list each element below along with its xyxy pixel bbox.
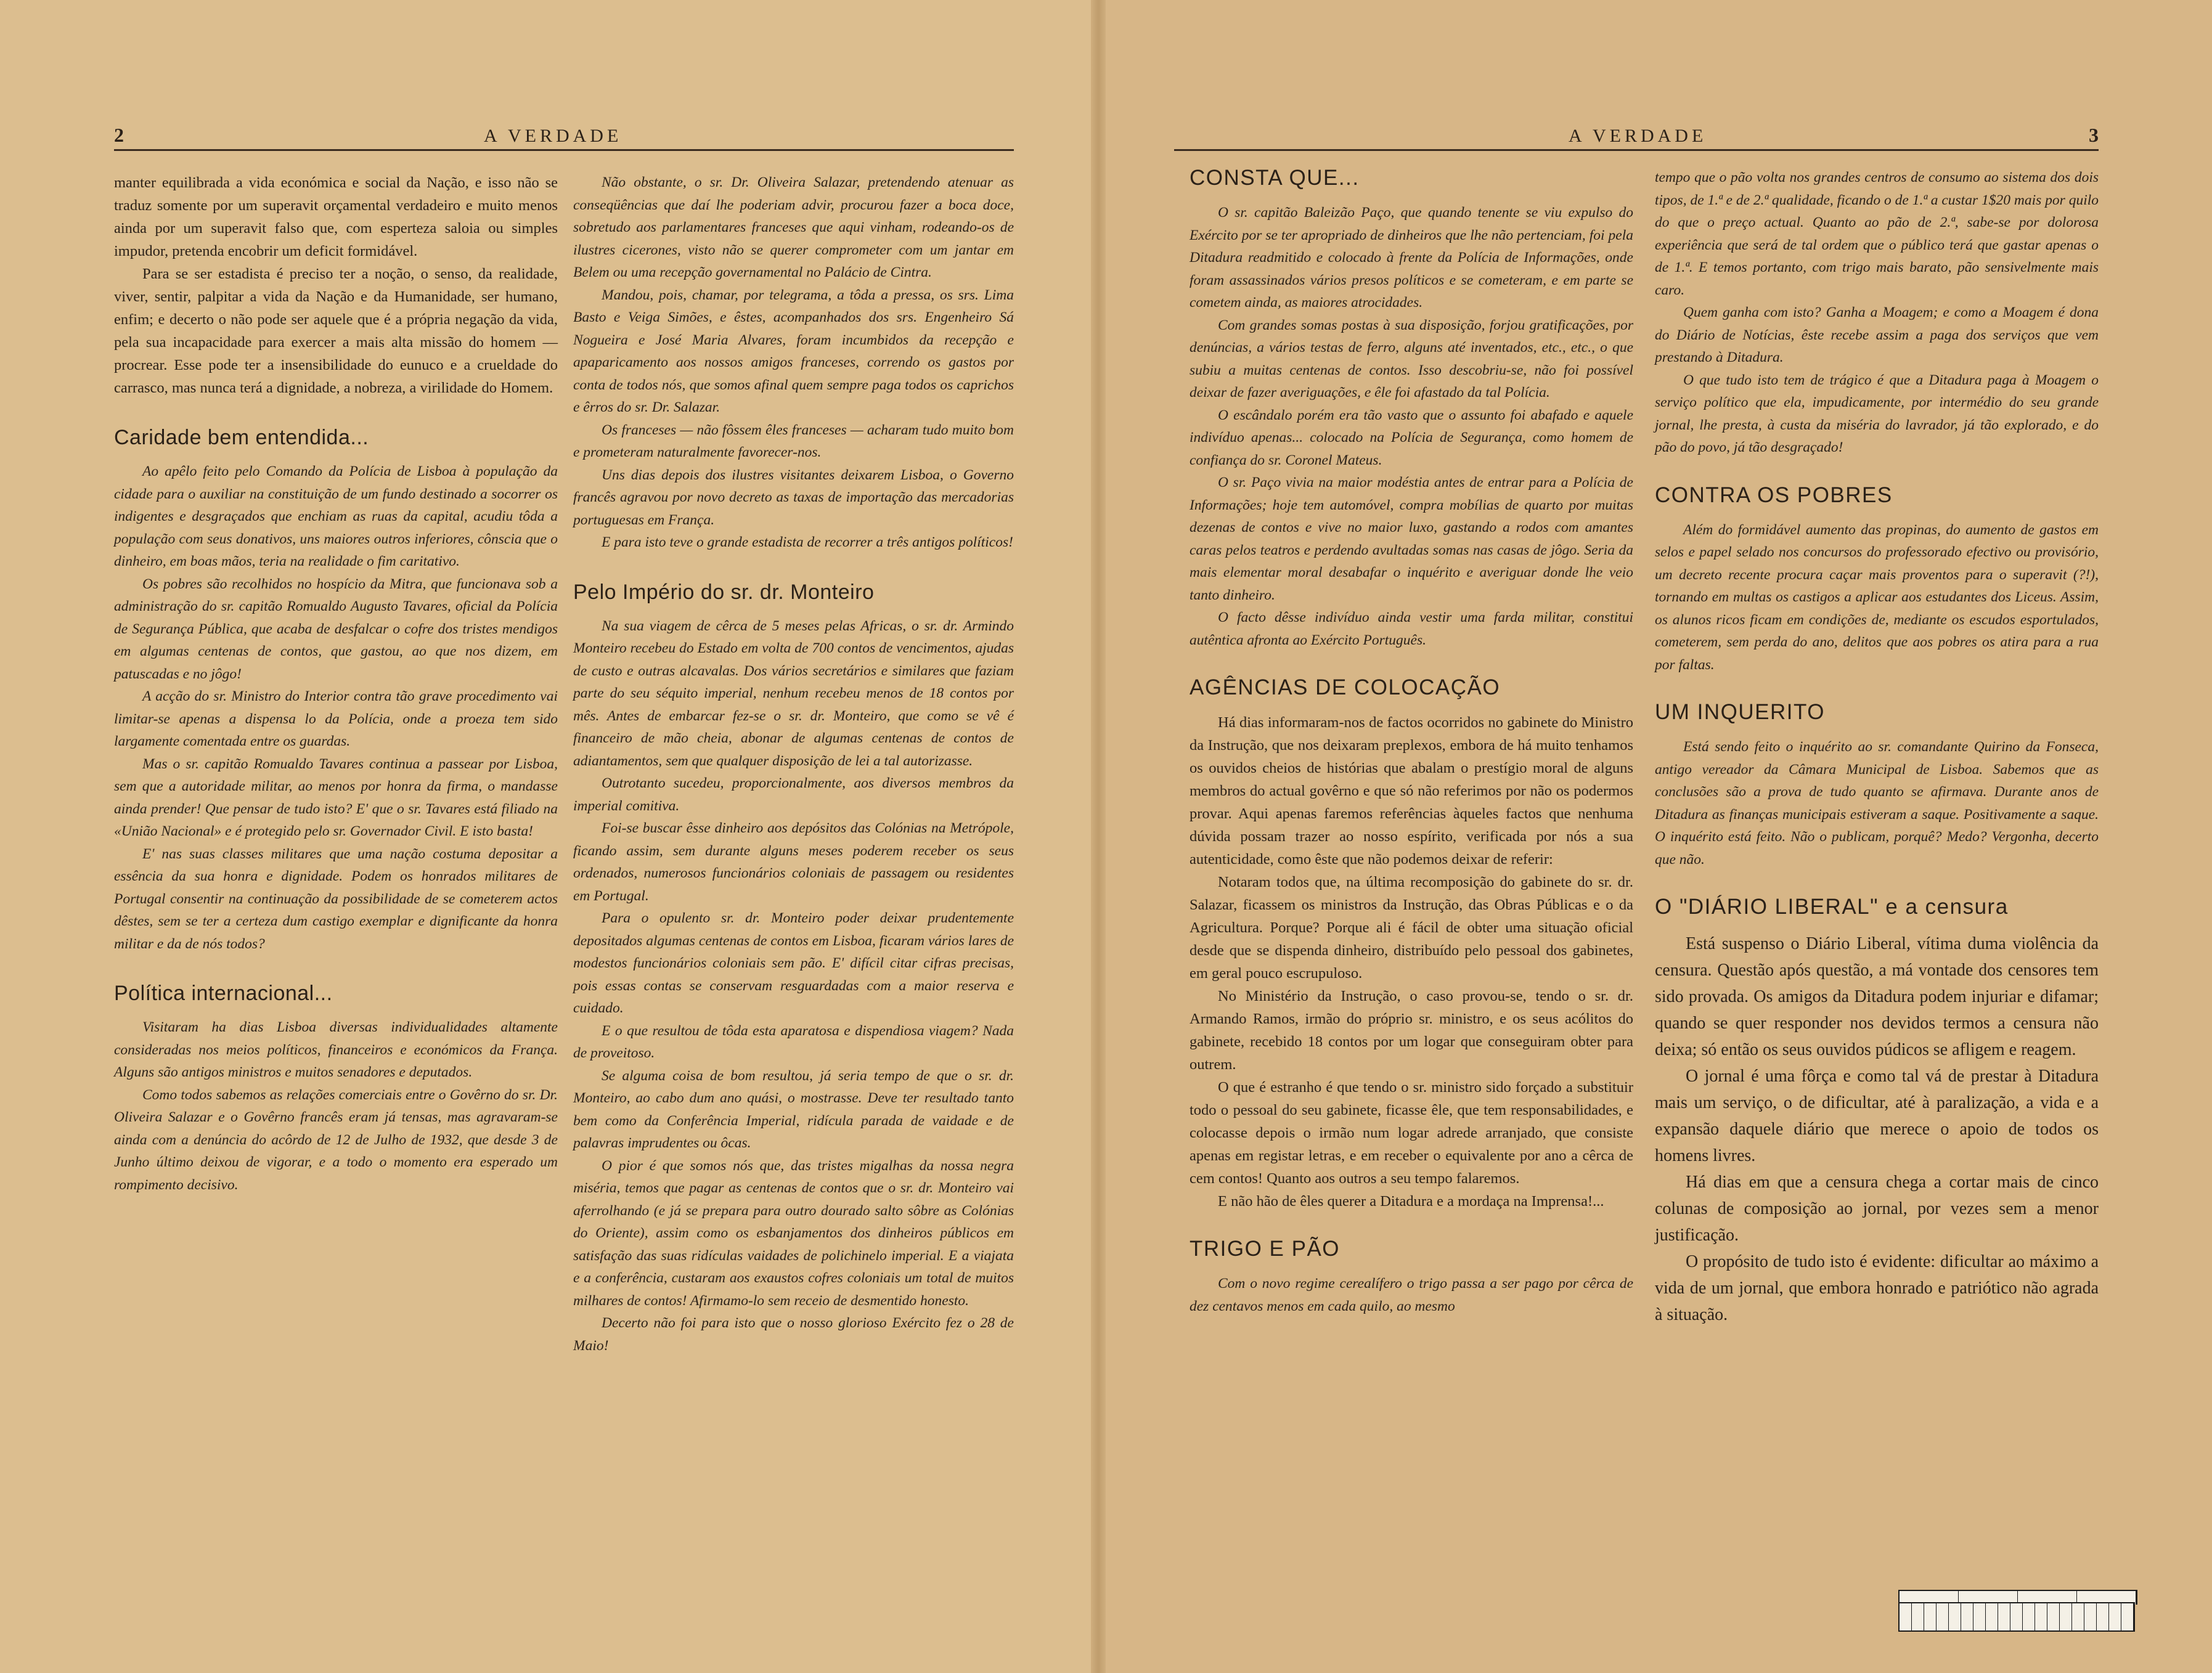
article-paragraph: Decerto não foi para isto que o nosso glorioso Exército fez o 28 de Maio! <box>573 1315 1014 1354</box>
headline-politica: Política internacional... <box>114 982 333 1005</box>
article-paragraph: Mas o sr. capitão Romualdo Tavares continua a passear por Lisboa, sem que a autoridade militar, ao menos por honra da firma, o mandasse ainda prender! Que pensar de tudo isto? E' que o sr. Tavares está filiado na «União Nacional» e é protegido pelo sr. Governador Civil. E isto basta! <box>114 755 558 839</box>
article-paragraph: O jornal é uma fôrça e como tal vá de prestar à Ditadura mais um serviço, o de dificultar, até à paralização, a vida e a expansão daquele diário que merece o apoio de todos os homens livres. <box>1655 1067 2099 1165</box>
article-paragraph: Como todos sabemos as relações comerciais entre o Govêrno do sr. Dr. Oliveira Salazar e o Govêrno francês eram já tensas, mas agravaram-se ainda com a denúncia do acôrdo de 12 de Julho de 1932, que desde 3 de Junho último deixou de vigorar, e a todo o momento era esperado um rompimento decisivo. <box>114 1086 558 1193</box>
article-paragraph: Está sendo feito o inquérito ao sr. comandante Quirino da Fonseca, antigo vereador da Câmara Municipal de Lisboa. Sabemos que as conclusões são a prova de tudo quanto se afirmava. Durante anos de Ditadura as finanças municipais estiveram a saque. Positivamente a saque. O inquérito está feito. Não o publicam, porquê? Medo? Vergonha, decerto que não. <box>1655 739 2099 868</box>
headline-inquerito: UM INQUERITO <box>1655 700 1825 724</box>
article-paragraph: Notaram todos que, na última recomposição do gabinete do sr. dr. Salazar, ficassem os ministros da Instrução, das Obras Públicas e o da Agricultura. Porque? Porque ali é fácil de obter uma situação oficial desde que se dispenda dinheiro, distribuído pelo pessoal dos gabinetes, em geral pouco escrupuloso. <box>1190 874 1633 982</box>
scale-ruler <box>1898 1602 2135 1632</box>
headline-diario-liberal: O "DIÁRIO LIBERAL" e a censura <box>1655 895 2009 919</box>
article-paragraph: E não hão de êles querer a Ditadura e a mordaça na Imprensa!... <box>1218 1193 1604 1210</box>
article-paragraph: Uns dias depois dos ilustres visitantes deixarem Lisboa, o Governo francês agravou por novo decreto as taxas de importação das mercadorias portuguesas em França. <box>573 466 1014 528</box>
article-paragraph: Há dias informaram-nos de factos ocorridos no gabinete do Ministro da Instrução, que nos deixaram preplexos, embora de há muito tenhamos os ouvidos cheios de histórias que abalam o prestígio moral de alguns membros do actual govêrno e que só não referimos por não os podermos provar. Aqui apenas faremos referências àqueles factos que nenhuma dúvida possam trazer ao nosso espírito, verificada por nós a sua autenticidade, como êste que não podemos deixar de referir: <box>1190 714 1633 868</box>
article-paragraph: tempo que o pão volta nos grandes centros de consumo ao sistema dos dois tipos, de 1.ª e de 2.ª qualidade, ficando o de 1.ª a custar 1$20 mais por quilo do que o preço actual. Quanto ao pão de 2.ª, sabe-se por dolorosa experiência que será de tal ordem que o público terá que gastar apenas o de 1.ª. E temos portanto, com trigo mais barato, pão sensivelmente mais caro. <box>1655 169 2099 298</box>
column-2 <box>573 171 1014 1357</box>
headline-consta: CONSTA QUE... <box>1190 166 1360 190</box>
article-paragraph: E o que resultou de tôda esta aparatosa e dispendiosa viagem? Nada de proveitoso. <box>573 1022 1014 1061</box>
article-paragraph: Não obstante, o sr. Dr. Oliveira Salazar, pretendendo atenuar as conseqüências que daí lhe poderiam advir, procurou fazer a boca doce, sobretudo aos parlamentares franceses que aqui vinham, rodeando-os de ilustres cicerones, visto não se querer comprometer com um jantar em Belem ou uma recepção governamental no Palácio de Cintra. <box>573 174 1014 280</box>
left-page-number: 2 <box>114 124 124 146</box>
article-paragraph: Para se ser estadista é preciso ter a noção, o senso, da realidade, viver, sentir, palpitar a vida da Nação e da Humanidade, ser humano, enfim; e decerto o não pode ser aquele que é a própria negação da vida, pela sua incapacidade para exercer a mais alta missão do homem — procrear. Esse pode ter a insensibilidade do eunuco e a crueldade do carrasco, mas nunca terá a dignidade, a nobreza, a virilidade do Homem. <box>114 266 558 396</box>
article-paragraph: O facto dêsse indivíduo ainda vestir uma farda militar, constitui autêntica afronta ao Exército Português. <box>1190 609 1633 648</box>
right-page-number: 3 <box>2089 124 2099 146</box>
column-1 <box>114 171 558 1196</box>
headline-contra-pobres: CONTRA OS POBRES <box>1655 482 1893 507</box>
page-fold <box>1091 0 1106 1673</box>
article-paragraph: A acção do sr. Ministro do Interior contra tão grave procedimento vai limitar-se apenas a dispensa lo da Polícia, onde a proeza tem sido largamente comentada entre os guardas. <box>114 688 558 749</box>
headline-imperio: Pelo Império do sr. dr. Monteiro <box>573 580 875 604</box>
left-page-header <box>114 122 1014 151</box>
article-paragraph: O escândalo porém era tão vasto que o assunto foi abafado e aquele indivíduo apenas... colocado na Polícia de Segurança, como homem de confiança do sr. Coronel Mateus. <box>1190 407 1633 468</box>
headline-trigo: TRIGO E PÃO <box>1190 1237 1341 1261</box>
article-paragraph: O sr. capitão Baleizão Paço, que quando tenente se viu expulso do Exército por se ter apropriado de dinheiros que lhe não pertenciam, foi pela Ditadura readmitido e colocado à frente da Polícia de Informações, onde foram assassinados vários presos políticos e se cometeram, e em parte se cometem ainda, as maiores atrocidades. <box>1190 205 1633 311</box>
left-header-title: A VERDADE <box>484 126 622 146</box>
article-paragraph: E para isto teve o grande estadista de recorrer a três antigos políticos! <box>602 534 1013 550</box>
right-header-title: A VERDADE <box>1569 126 1707 146</box>
article-paragraph: O pior é que somos nós que, das tristes migalhas da nossa negra miséria, temos que pagar as centenas de contos que o sr. dr. Monteiro vai aferrolhando (e já se prepara para outro dourado salto sôbre as Colónias do Oriente), assim como os esbanjamentos dos dinheiros públicos em satisfação das suas ridículas vaidades de polichinelo imperial. E a viajata e a conferência, custaram aos exaustos cofres coloniais um total de muitos milhares de contos! Afirmamo-lo sem receio de desmentido honesto. <box>573 1157 1014 1309</box>
article-paragraph: Com grandes somas postas à sua disposição, forjou gratificações, por denúncias, a vários testas de ferro, alguns até inventados, etc., etc., o que subiu a muitas centenas de contos. Isso descobriu-se, não foi possível deixar de fazer averiguações, e êle foi afastado da tal Polícia. <box>1190 317 1633 401</box>
article-paragraph: Na sua viagem de cêrca de 5 meses pelas Africas, o sr. dr. Armindo Monteiro recebeu do Estado em volta de 700 contos de vencimentos, ajudas de custo e outras alcavalas. Dos vários secretários e similares que faziam parte do seu séquito imperial, nenhum recebeu menos de 18 contos por mês. Antes de embarcar fez-se o sr. dr. Monteiro, que como se vê é financeiro de mão cheia, abonar de algumas centenas de contos de adiantamentos, sem que qualquer disposição de lei a tal autorizasse. <box>573 617 1014 769</box>
article-paragraph: O que tudo isto tem de trágico é que a Ditadura paga à Moagem o serviço político que ela, impudicamente, por intermédio do seu grande jornal, lhe presta, à custa da miséria do lavrador, já tão explorado, e do pão do povo, já tão desgraçado! <box>1655 372 2099 455</box>
article-paragraph: Mandou, pois, chamar, por telegrama, a tôda a pressa, os srs. Lima Basto e Veiga Simões, e êstes, acompanhados dos srs. Engenheiro Sá Nogueira e José Maria Alvares, foram incumbidos da recepção e apaparicamento aos nossos amigos franceses, correndo os gastos por conta de todos nós, que somos afinal quem sempre paga todos os caprichos e êrros do sr. Dr. Salazar. <box>573 287 1014 415</box>
column-3 <box>1190 166 1633 1317</box>
article-paragraph: O que é estranho é que tendo o sr. ministro sido forçado a substituir todo o pessoal do seu gabinete, ficasse êle, que tem responsabilidades, e colocasse depois o irmão num logar adrede arranjado, que consiste apenas em registar letras, e em receber o equivalente por ano a cêrca de cem contos! Quanto aos outros a seu tempo falaremos. <box>1190 1079 1633 1187</box>
article-paragraph: Há dias em que a censura chega a cortar mais de cinco colunas de composição ao jornal, por vezes sem a menor justificação. <box>1655 1173 2099 1245</box>
article-paragraph: Ao apêlo feito pelo Comando da Polícia de Lisboa à população da cidade para o auxiliar na constituição de um fundo destinado a socorrer os indigentes e desgraçados que enchiam as ruas da capital, acudiu tôda a população com seus donativos, uns maiores outros inferiores, cônscia que o dinheiro, em boas mãos, teria na realidade o fim caritativo. <box>114 463 558 569</box>
article-paragraph: No Ministério da Instrução, o caso provou-se, tendo o sr. dr. Armando Ramos, irmão do próprio sr. ministro, e os seus acólitos do gabinete, recebido 18 contos por um logar que conseguiram obter para outrem. <box>1190 988 1633 1073</box>
article-paragraph: O propósito de tudo isto é evidente: dificultar ao máximo a vida de um jornal, que embora honrado e patriótico não agrada à situação. <box>1655 1252 2099 1324</box>
article-paragraph: Visitaram ha dias Lisboa diversas individualidades altamente consideradas nos meios políticos, financeiros e económicos da França. Alguns são antigos ministros e muitos senadores e deputados. <box>114 1019 558 1080</box>
article-paragraph: Quem ganha com isto? Ganha a Moagem; e como a Moagem é dona do Diário de Notícias, êste recebe assim a paga dos serviços que vem prestando à Ditadura. <box>1655 304 2099 365</box>
article-paragraph: Os pobres são recolhidos no hospício da Mitra, que funcionava sob a administração do sr. capitão Romualdo Augusto Tavares, oficial da Polícia de Segurança Pública, que acaba de desfalcar o cofre dos tristes mendigos em algumas centenas de contos, que gastou, ao que nos dizem, em patuscadas e no jôgo! <box>114 576 558 682</box>
article-paragraph: Os franceses — não fôssem êles franceses — acharam tudo muito bom e prometeram naturalmente favorecer-nos. <box>573 421 1014 460</box>
article-paragraph: Além do formidável aumento das propinas, do aumento de gastos em selos e papel selado nos concursos do professorado efectivo ou provisório, um decreto recente procura caçar mais proventos para o superavit (?!), tornando em multas os castigos a aplicar aos estudantes dos Liceus. Assim, os alunos ricos ficam em condições de, mediante os escudos esportulados, cometerem, sem perda do ano, delitos que aos pobres os atira para a rua por faltas. <box>1655 521 2099 673</box>
right-page-header <box>1174 122 2099 151</box>
diario-article-body <box>1655 930 2099 1328</box>
article-paragraph: Se alguma coisa de bom resultou, já seria tempo de que o sr. dr. Monteiro, ao cabo dum ano quási, o mostrasse. Deve ter resultado tanto bem como da Conferência Imperial, ridícula parada de vaidade e de palavras imprudentes ou ôcas. <box>573 1067 1014 1151</box>
article-paragraph: Para o opulento sr. dr. Monteiro poder deixar prudentemente depositados algumas centenas de contos em Lisboa, ficaram vários lares de modestos funcionários coloniais sem pão. E' difícil citar cifras precisas, pois essas contas se conservam resguardadas com a maior reserva e cuidado. <box>573 910 1014 1016</box>
article-paragraph: O sr. Paço vivia na maior modéstia antes de entrar para a Polícia de Informações; hoje tem automóvel, compra mobílias de quarto por muitas dezenas de contos e vive no maior luxo, gastando a rodos com amantes caras pelos teatros e perdendo avultadas somas nas casas de jôgo. Seria da mais elementar moral desabafar o inquérito e averiguar donde lhe veio tanto dinheiro. <box>1190 474 1633 603</box>
headline-agencias: AGÊNCIAS DE COLOCAÇÃO <box>1190 675 1501 699</box>
article-paragraph: E' nas suas classes militares que uma nação costuma depositar a essência da sua honra e dignidade. Podem os honrados militares de Portugal consentir na continuação da possibilidade de se cometerem actos dêstes, sem se ter a certeza dum castigo exemplar e dignificante da honra militar e da de nós todos? <box>114 845 558 952</box>
article-paragraph: manter equilibrada a vida económica e social da Nação, e isso não se traduz somente por um superavit orçamental verdadeiro e muito menos ainda por um superavit falso que, com esperteza saloia ou simples impudor, pretenda encobrir um deficit formidável. <box>114 174 558 259</box>
article-paragraph: Foi-se buscar êsse dinheiro aos depósitos das Colónias na Metrópole, ficando assim, sem durante alguns meses poderem receber os seus ordenados, numerosos funcionários coloniais de passagem ou residentes em Portugal. <box>573 820 1014 904</box>
article-paragraph: Outrotanto sucedeu, proporcionalmente, aos diversos membros da imperial comitiva. <box>573 775 1014 814</box>
headline-caridade: Caridade bem entendida... <box>114 426 369 449</box>
article-paragraph: Está suspenso o Diário Liberal, vítima duma violência da censura. Questão após questão, a má vontade dos censores tem sido provada. Os amigos da Ditadura podem injuriar e difamar; quando se quer responder nos devidos termos a censura não deixa; só então os seus ouvidos púdicos se afligem e reagem. <box>1655 934 2099 1059</box>
column-4 <box>1655 166 2099 1328</box>
article-paragraph: Com o novo regime cerealífero o trigo passa a ser pago por cêrca de dez centavos menos em cada quilo, ao mesmo <box>1190 1276 1633 1314</box>
